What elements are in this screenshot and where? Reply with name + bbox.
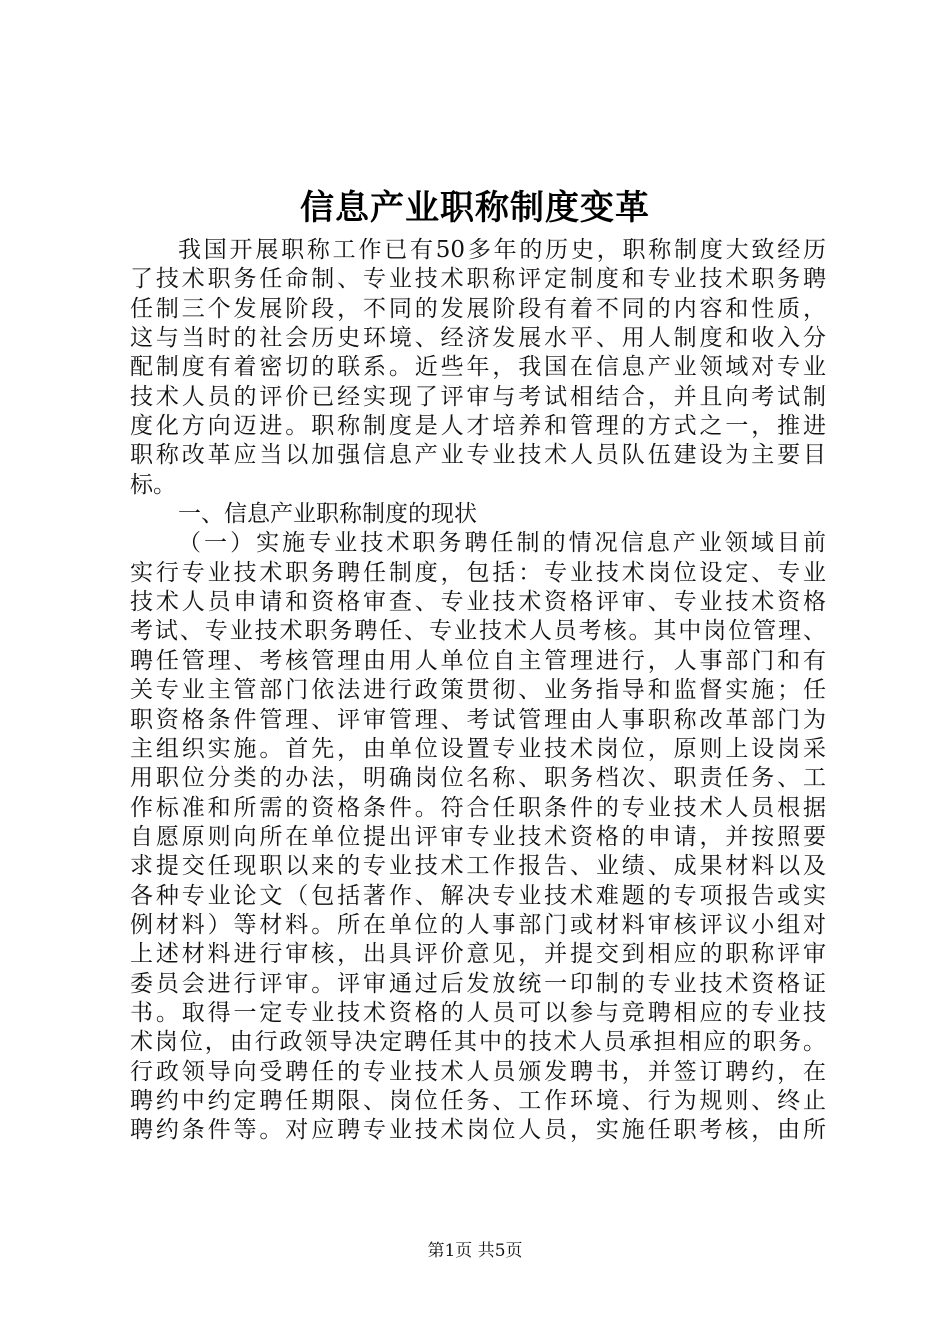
- text-line: 例材料）等材料。所在单位的人事部门或材料审核评议小组对: [130, 911, 826, 938]
- text-line: 各种专业论文（包括著作、解决专业技术难题的专项报告或实: [130, 882, 826, 909]
- text-line: 任制三个发展阶段，不同的发展阶段有着不同的内容和性质，: [130, 295, 826, 322]
- text-line: 主组织实施。首先，由单位设置专业技术岗位，原则上设岗采: [130, 735, 826, 762]
- text-line: 了技术职务任命制、专业技术职称评定制度和专业技术职务聘: [130, 266, 826, 293]
- text-line: 上述材料进行审核，出具评价意见，并提交到相应的职称评审: [130, 941, 826, 968]
- text-line: 实行专业技术职务聘任制度，包括：专业技术岗位设定、专业: [130, 559, 826, 586]
- text-line: 自愿原则向所在单位提出评审专业技术资格的申请，并按照要: [130, 823, 826, 850]
- text-line: 用职位分类的办法，明确岗位名称、职务档次、职责任务、工: [130, 765, 826, 792]
- text-line: 聘约中约定聘任期限、岗位任务、工作环境、行为规则、终止: [130, 1087, 826, 1114]
- text-line: 术岗位，由行政领导决定聘任其中的技术人员承担相应的职务。: [130, 1029, 826, 1056]
- document-body: [130, 236, 826, 1146]
- text-line: 我国开展职称工作已有50多年的历史，职称制度大致经历: [178, 237, 826, 263]
- text-line: 聘任管理、考核管理由用人单位自主管理进行，人事部门和有: [130, 647, 826, 674]
- text-line: 度化方向迈进。职称制度是人才培养和管理的方式之一，推进: [130, 413, 826, 440]
- text-line: 行政领导向受聘任的专业技术人员颁发聘书，并签订聘约，在: [130, 1058, 826, 1085]
- text-line: 这与当时的社会历史环境、经济发展水平、用人制度和收入分: [130, 325, 826, 352]
- text-line: 配制度有着密切的联系。近些年，我国在信息产业领域对专业: [130, 354, 826, 381]
- text-line: 书。取得一定专业技术资格的人员可以参与竞聘相应的专业技: [130, 999, 826, 1026]
- text-line: 作标准和所需的资格条件。符合任职条件的专业技术人员根据: [130, 794, 826, 821]
- text-line: 委员会进行评审。评审通过后发放统一印制的专业技术资格证: [130, 970, 826, 997]
- text-line: 技术人员的评价已经实现了评审与考试相结合，并且向考试制: [130, 383, 826, 410]
- text-line: （一）实施专业技术职务聘任制的情况信息产业领域目前: [178, 530, 826, 557]
- section-heading: 一、信息产业职称制度的现状: [178, 501, 477, 528]
- text-line: 职称改革应当以加强信息产业专业技术人员队伍建设为主要目: [130, 442, 826, 469]
- text-line: 标。: [130, 471, 176, 498]
- document-title: 信息产业职称制度变革: [300, 188, 650, 228]
- text-line: 求提交任现职以来的专业技术工作报告、业绩、成果材料以及: [130, 853, 826, 880]
- text-line: 技术人员申请和资格审查、专业技术资格评审、专业技术资格: [130, 589, 826, 616]
- text-line: 考试、专业技术职务聘任、专业技术人员考核。其中岗位管理、: [130, 618, 826, 645]
- text-line: 聘约条件等。对应聘专业技术岗位人员，实施任职考核，由所: [130, 1117, 826, 1144]
- text-line: 关专业主管部门依法进行政策贯彻、业务指导和监督实施；任: [130, 677, 826, 704]
- text-line: 职资格条件管理、评审管理、考试管理由人事职称改革部门为: [130, 706, 826, 733]
- page-footer: 第1页 共5页: [427, 1241, 523, 1261]
